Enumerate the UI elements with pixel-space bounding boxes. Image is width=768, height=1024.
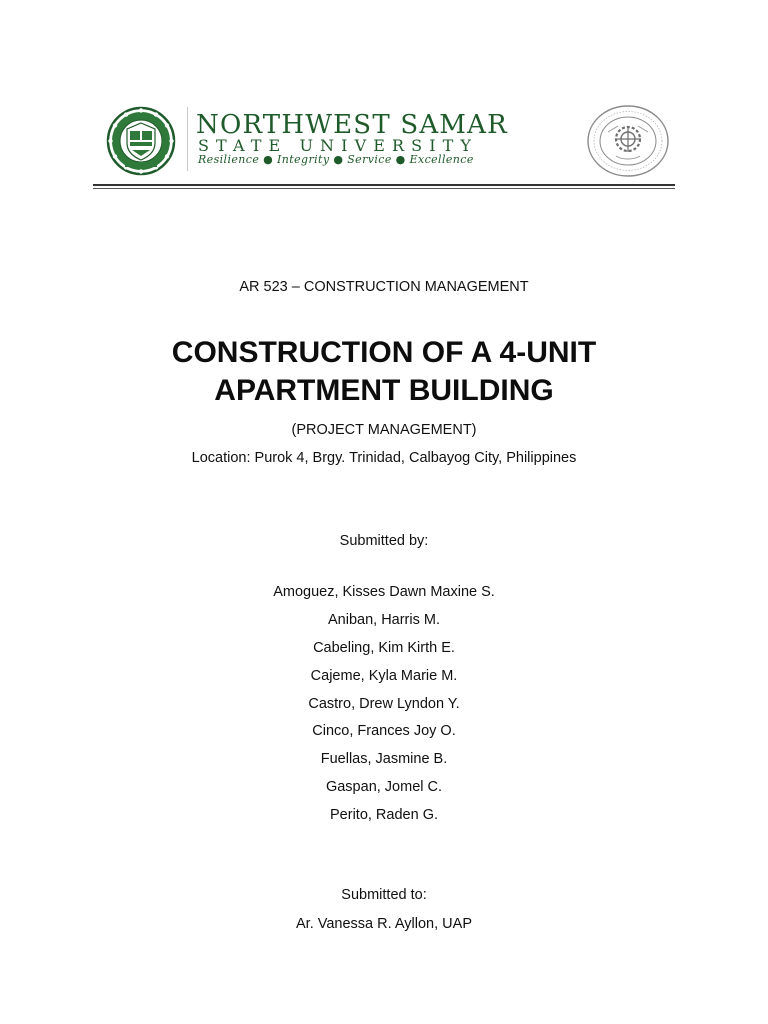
college-of-engineering-seal-icon	[586, 104, 670, 178]
project-location: Location: Purok 4, Brgy. Trinidad, Calbayog City, Philippines	[191, 450, 577, 466]
submitter-name: Aniban, Harris M.	[327, 611, 440, 628]
submitter-name: Cinco, Frances Joy O.	[312, 723, 456, 740]
university-seal-icon	[106, 106, 176, 176]
submitted-to-label: Submitted to:	[341, 887, 427, 903]
document-title-line-1: CONSTRUCTION OF A 4-UNIT	[171, 336, 597, 369]
document-title-line-2: APARTMENT BUILDING	[214, 374, 554, 407]
header-rule-thin	[93, 188, 675, 189]
submitter-name: Cabeling, Kim Kirth E.	[313, 639, 455, 656]
university-motto: Resilience ● Integrity ● Service ● Excellence	[198, 153, 474, 166]
submitter-name: Perito, Raden G.	[330, 807, 438, 824]
submitter-name: Fuellas, Jasmine B.	[320, 751, 448, 768]
course-code: AR 523 – CONSTRUCTION MANAGEMENT	[239, 279, 529, 295]
document-subtitle: (PROJECT MANAGEMENT)	[291, 422, 477, 438]
adviser-name: Ar. Vanessa R. Ayllon, UAP	[296, 916, 472, 932]
submitters-list	[0, 579, 768, 830]
letterhead	[0, 0, 768, 190]
submitter-name: Castro, Drew Lyndon Y.	[308, 695, 460, 712]
header-rule-thick	[93, 184, 675, 186]
university-name: NORTHWEST SAMAR	[196, 110, 508, 140]
submitter-name: Gaspan, Jomel C.	[325, 779, 443, 796]
logo-divider	[187, 107, 188, 171]
university-subtitle: STATE UNIVERSITY	[198, 136, 479, 155]
submitter-name: Amoguez, Kisses Dawn Maxine S.	[273, 584, 495, 600]
submitter-name: Cajeme, Kyla Marie M.	[310, 667, 458, 684]
submitted-by-label: Submitted by:	[339, 533, 429, 549]
